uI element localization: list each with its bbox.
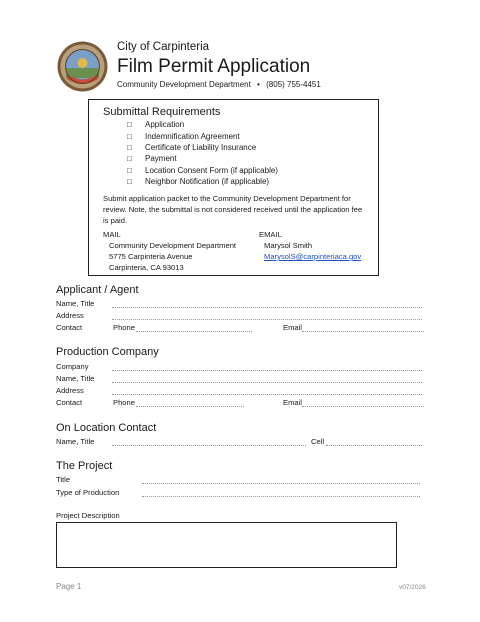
requirements-heading: Submittal Requirements	[103, 106, 221, 118]
requirement-item: □ Indemnification Agreement	[127, 132, 240, 141]
applicant-phone-label: Phone	[113, 323, 135, 332]
on-location-name-field[interactable]	[112, 445, 306, 446]
submittal-note: Submit application packet to the Community Development Department for review. Note, the submittal is not considered received until the application fee is paid.	[103, 194, 363, 225]
checkbox-icon: □	[127, 166, 132, 175]
requirement-item: □ Neighbor Notification (if applicable)	[127, 177, 270, 186]
production-phone-label: Phone	[113, 398, 135, 407]
mail-block	[103, 229, 236, 273]
applicant-email-field[interactable]	[302, 331, 424, 332]
on-location-name-label: Name, Title	[56, 437, 95, 446]
department-name: Community Development Department	[117, 80, 251, 89]
checkbox-icon: □	[127, 154, 132, 163]
production-company-field[interactable]	[112, 370, 422, 371]
page-title: Film Permit Application	[117, 56, 311, 77]
project-type-label: Type of Production	[56, 488, 120, 497]
applicant-email-label: Email	[283, 323, 302, 332]
checkbox-icon: □	[127, 120, 132, 129]
production-name-field[interactable]	[112, 382, 422, 383]
department-phone: (805) 755-4451	[266, 80, 321, 89]
applicant-name-label: Name, Title	[56, 299, 95, 308]
separator-dot: •	[257, 80, 260, 89]
email-link[interactable]: MarysolS@carpinteriaca.gov	[264, 252, 362, 261]
mail-label: MAIL	[103, 230, 121, 239]
email-block	[259, 229, 361, 262]
applicant-address-label: Address	[56, 311, 84, 320]
production-heading: Production Company	[56, 346, 159, 358]
project-description-box[interactable]	[56, 522, 397, 568]
email-contact-name: Marysol Smith	[264, 241, 313, 250]
applicant-phone-field[interactable]	[136, 331, 252, 332]
on-location-cell-field[interactable]	[326, 445, 422, 446]
department-line	[117, 80, 321, 89]
checkbox-icon: □	[127, 177, 132, 186]
applicant-name-field[interactable]	[112, 307, 422, 308]
city-seal-icon	[57, 41, 108, 92]
production-contact-label: Contact	[56, 398, 83, 407]
mail-line: Community Development Department	[109, 241, 237, 250]
project-type-field[interactable]	[142, 496, 420, 497]
requirement-item: □ Payment	[127, 154, 177, 163]
project-title-label: Title	[56, 475, 71, 484]
on-location-heading: On Location Contact	[56, 422, 157, 434]
production-address-field[interactable]	[112, 394, 422, 395]
city-name: City of Carpinteria	[117, 41, 210, 53]
mail-line: Carpinteria, CA 93013	[109, 263, 184, 272]
page-number: Page 1	[56, 582, 82, 591]
on-location-cell-label: Cell	[311, 437, 325, 446]
applicant-address-field[interactable]	[112, 319, 422, 320]
production-phone-field[interactable]	[136, 406, 244, 407]
production-email-label: Email	[283, 398, 302, 407]
requirement-item: □ Application	[127, 120, 185, 129]
version-label: v07/2026	[399, 584, 426, 591]
project-heading: The Project	[56, 460, 113, 472]
requirement-item: □ Certificate of Liability Insurance	[127, 143, 257, 152]
checkbox-icon: □	[127, 132, 132, 141]
checkbox-icon: □	[127, 143, 132, 152]
applicant-contact-label: Contact	[56, 323, 83, 332]
project-title-field[interactable]	[142, 483, 420, 484]
project-description-label: Project Description	[56, 511, 120, 520]
email-label: EMAIL	[259, 230, 282, 239]
mail-line: 5775 Carpinteria Avenue	[109, 252, 193, 261]
production-company-label: Company	[56, 362, 89, 371]
requirement-item: □ Location Consent Form (if applicable)	[127, 166, 278, 175]
applicant-heading: Applicant / Agent	[56, 284, 139, 296]
production-address-label: Address	[56, 386, 84, 395]
production-name-label: Name, Title	[56, 374, 95, 383]
production-email-field[interactable]	[302, 406, 424, 407]
